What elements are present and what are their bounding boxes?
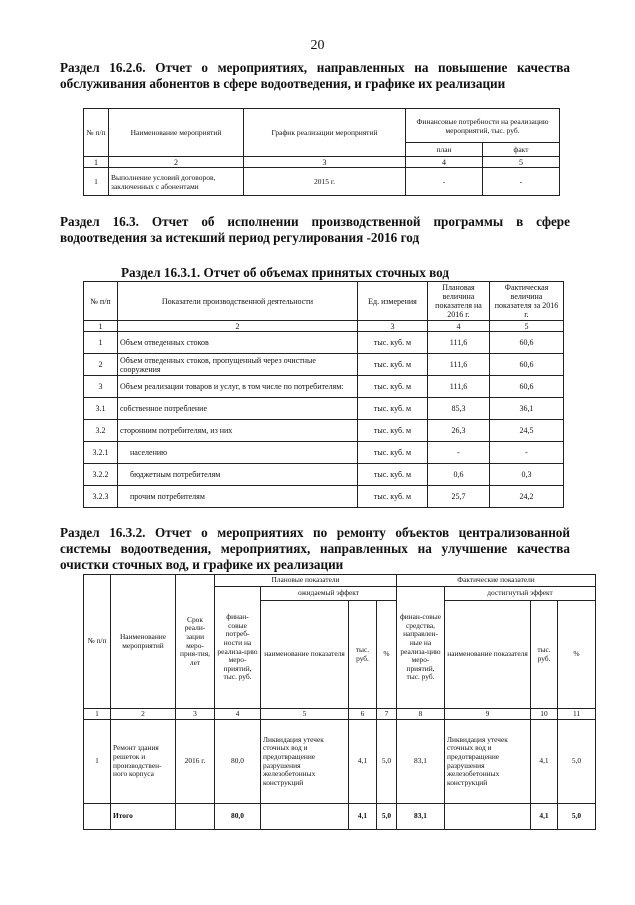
table-row — [84, 720, 596, 804]
row-fact: 36,1 — [490, 398, 564, 420]
index-cell: 2 — [111, 709, 176, 720]
col-header-planned: Плановая величина показателя на 2016 г. — [428, 282, 490, 321]
col-header-num: № п/п — [84, 575, 111, 709]
page-number: 20 — [310, 38, 325, 53]
index-cell: 5 — [261, 709, 349, 720]
table-row — [84, 376, 564, 398]
col-header-thousand-rub: тыс. руб. — [349, 601, 377, 709]
row-name: бюджетным потребителям — [118, 464, 358, 486]
total-plan-pct: 5,0 — [377, 804, 397, 830]
row-fact-rub: 4,1 — [531, 720, 558, 804]
index-cell: 5 — [483, 157, 560, 168]
row-fact-fin: 83,1 — [397, 720, 445, 804]
row-name: собственное потребление — [118, 398, 358, 420]
row-unit: тыс. куб. м — [358, 398, 428, 420]
col-header-planned-group: Плановые показатели — [215, 575, 397, 587]
col-header-term: Срок реали-зации меро-прия-тия, лет — [176, 575, 215, 709]
row-name: сторонним потребителям, из них — [118, 420, 358, 442]
row-num: 3.2.1 — [84, 442, 118, 464]
table-row — [84, 332, 564, 354]
row-fact: 24,2 — [490, 486, 564, 508]
row-num: 3.2.3 — [84, 486, 118, 508]
row-name: Объем отведенных стоков, пропущенный через очистные сооружения — [118, 354, 358, 376]
row-plan: 111,6 — [428, 332, 490, 354]
col-header-num: № п/п — [84, 282, 118, 321]
row-num: 1 — [84, 168, 109, 196]
table-row — [84, 464, 564, 486]
col-header-name: Наименование мероприятий — [111, 575, 176, 709]
row-plan: - — [428, 442, 490, 464]
measures-service-table — [83, 108, 560, 196]
col-header-indicator: Показатели производственной деятельности — [118, 282, 358, 321]
total-row — [84, 804, 596, 830]
repair-measures-table — [83, 574, 596, 830]
row-plan: 111,6 — [428, 354, 490, 376]
col-header-num: № п/п — [84, 109, 109, 157]
col-header-finance: Финансовые потребности на реализацию мероприятий, тыс. руб. — [406, 109, 560, 143]
col-header-percent: % — [558, 601, 596, 709]
index-cell: 5 — [490, 321, 564, 332]
row-num: 3.2 — [84, 420, 118, 442]
table-row — [84, 398, 564, 420]
row-name: Объем отведенных стоков — [118, 332, 358, 354]
col-header-thousand-rub: тыс. руб. — [531, 601, 558, 709]
row-name: Выполнение условий договоров, заключенных с абонентами — [109, 168, 244, 196]
index-cell: 4 — [406, 157, 483, 168]
row-fact-pct: 5,0 — [558, 720, 596, 804]
col-header-fact: факт — [483, 143, 560, 157]
col-header-name: Наименование мероприятий — [109, 109, 244, 157]
index-cell: 6 — [349, 709, 377, 720]
row-unit: тыс. куб. м — [358, 332, 428, 354]
table-row — [84, 354, 564, 376]
index-cell: 3 — [244, 157, 406, 168]
row-fact: 60,6 — [490, 354, 564, 376]
row-fact: 24,5 — [490, 420, 564, 442]
row-unit: тыс. куб. м — [358, 486, 428, 508]
table-row — [84, 168, 560, 196]
row-plan-effect: Ликвидация утечек сточных вод и предотвращение разрушения железобетонных конструкций — [261, 720, 349, 804]
row-name: Ремонт здания решеток и производствен-ного корпуса — [111, 720, 176, 804]
row-name: Объем реализации товаров и услуг, в том числе по потребителям: — [118, 376, 358, 398]
row-plan-fin: 80,0 — [215, 720, 261, 804]
index-cell: 9 — [445, 709, 531, 720]
row-plan: 111,6 — [428, 376, 490, 398]
row-name: населению — [118, 442, 358, 464]
row-fact: 0,3 — [490, 464, 564, 486]
col-header-fin-spent: финан-совые средства, направлен-ные на реализа-цию меро-приятий, тыс. руб. — [397, 587, 445, 709]
total-fact-rub: 4,1 — [531, 804, 558, 830]
col-header-percent: % — [377, 601, 397, 709]
row-plan-pct: 5,0 — [377, 720, 397, 804]
col-header-indicator-name: наименование показателя — [261, 601, 349, 709]
total-label: Итого — [111, 804, 176, 830]
row-num: 3.2.2 — [84, 464, 118, 486]
row-num: 1 — [84, 332, 118, 354]
index-cell: 3 — [358, 321, 428, 332]
row-num: 2 — [84, 354, 118, 376]
table-row — [84, 442, 564, 464]
row-num: 3.1 — [84, 398, 118, 420]
total-fact-pct: 5,0 — [558, 804, 596, 830]
section-16-2-6-heading: Раздел 16.2.6. Отчет о мероприятиях, направленных на повышение качества обслуживания абонентов в сфере водоотведения, и графике их реализации — [60, 60, 570, 91]
row-plan: 25,7 — [428, 486, 490, 508]
row-fact: - — [483, 168, 560, 196]
row-unit: тыс. куб. м — [358, 420, 428, 442]
section-16-3-1-heading: Раздел 16.3.1. Отчет об объемах принятых сточных вод — [121, 265, 450, 280]
index-cell: 11 — [558, 709, 596, 720]
row-name: прочим потребителям — [118, 486, 358, 508]
row-unit: тыс. куб. м — [358, 442, 428, 464]
index-cell: 4 — [215, 709, 261, 720]
col-header-schedule: График реализации мероприятий — [244, 109, 406, 157]
wastewater-volume-table — [83, 281, 564, 508]
col-header-indicator-name: наименование показателя — [445, 601, 531, 709]
col-header-actual-group: Фактические показатели — [397, 575, 596, 587]
index-cell: 8 — [397, 709, 445, 720]
row-plan-rub: 4,1 — [349, 720, 377, 804]
index-cell: 2 — [118, 321, 358, 332]
row-schedule: 2015 г. — [244, 168, 406, 196]
row-fact: 60,6 — [490, 332, 564, 354]
index-cell: 3 — [176, 709, 215, 720]
row-fact: - — [490, 442, 564, 464]
index-cell: 1 — [84, 321, 118, 332]
row-plan: 85,3 — [428, 398, 490, 420]
col-header-actual: Фактическая величина показателя за 2016 г. — [490, 282, 564, 321]
table-row — [84, 486, 564, 508]
col-header-fin-needs: финан-совые потреб-ности на реализа-цию меро-приятий, тыс. руб. — [215, 587, 261, 709]
index-cell: 4 — [428, 321, 490, 332]
row-num: 1 — [84, 720, 111, 804]
row-plan: 26,3 — [428, 420, 490, 442]
col-header-unit: Ед. измерения — [358, 282, 428, 321]
index-cell: 2 — [109, 157, 244, 168]
row-num: 3 — [84, 376, 118, 398]
total-fact-fin: 83,1 — [397, 804, 445, 830]
row-plan: - — [406, 168, 483, 196]
row-unit: тыс. куб. м — [358, 464, 428, 486]
index-cell: 1 — [84, 157, 109, 168]
total-plan-rub: 4,1 — [349, 804, 377, 830]
col-header-expected-effect: ожидаемый эффект — [261, 587, 397, 601]
row-term: 2016 г. — [176, 720, 215, 804]
section-16-3-heading: Раздел 16.3. Отчет об исполнении производственной программы в сфере водоотведения за истекший период регулирования -2016 год — [60, 214, 570, 245]
section-16-3-2-heading: Раздел 16.3.2. Отчет о мероприятиях по ремонту объектов централизованной системы водоотведения, мероприятиях, направленных на улучшение качества очистки сточных вод, и графике их реализации — [60, 525, 570, 572]
index-cell: 10 — [531, 709, 558, 720]
row-plan: 0,6 — [428, 464, 490, 486]
row-unit: тыс. куб. м — [358, 354, 428, 376]
total-plan-fin: 80,0 — [215, 804, 261, 830]
index-cell: 1 — [84, 709, 111, 720]
row-fact-effect: Ликвидация утечек сточных вод и предотвращение разрушения железобетонных конструкций — [445, 720, 531, 804]
table-row — [84, 420, 564, 442]
row-fact: 60,6 — [490, 376, 564, 398]
col-header-achieved-effect: достигнутый эффект — [445, 587, 596, 601]
col-header-plan: план — [406, 143, 483, 157]
index-cell: 7 — [377, 709, 397, 720]
row-unit: тыс. куб. м — [358, 376, 428, 398]
